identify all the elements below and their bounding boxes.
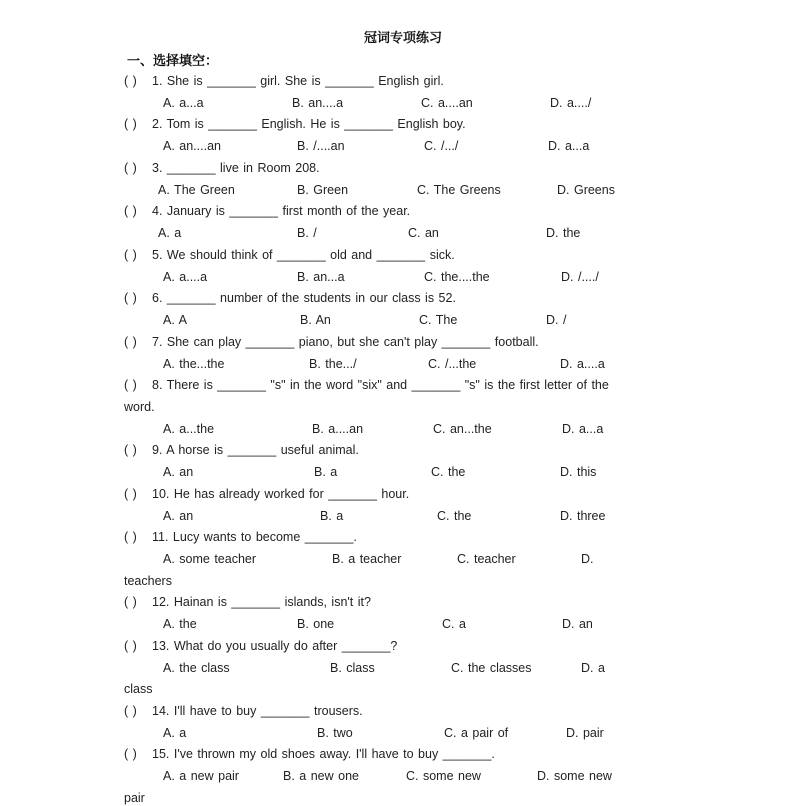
option-c: C. the classes xyxy=(451,661,532,675)
question-10 xyxy=(124,486,656,502)
option-a: A. A xyxy=(163,313,187,327)
option-b: B. /....an xyxy=(297,139,345,153)
page-title: 冠词专项练习 xyxy=(363,31,442,46)
option-c: C. an...the xyxy=(433,422,492,436)
option-b: B. a new one xyxy=(283,769,359,783)
answer-blank: ( ) xyxy=(124,335,137,349)
question-stem: 11. Lucy wants to become _______. xyxy=(152,530,357,544)
answer-blank: ( ) xyxy=(124,378,137,392)
option-a: A. a xyxy=(163,726,187,740)
option-d: D. a....a xyxy=(560,357,605,371)
question-7 xyxy=(124,334,656,350)
option-d: D. xyxy=(581,552,594,566)
option-d: D. /..../ xyxy=(561,270,599,284)
question-stem: 15. I've thrown my old shoes away. I'll have to buy _______. xyxy=(152,747,495,761)
question-2 xyxy=(124,116,656,132)
question-11 xyxy=(124,529,656,545)
question-4 xyxy=(124,203,656,219)
option-d: D. / xyxy=(546,313,567,327)
answer-blank: ( ) xyxy=(124,639,137,653)
answer-blank: ( ) xyxy=(124,248,137,262)
option-d: D. this xyxy=(560,465,597,479)
option-d: D. pair xyxy=(566,726,604,740)
option-c: C. /...the xyxy=(428,357,477,371)
option-d: D. a...a xyxy=(548,139,590,153)
question-1 xyxy=(124,73,656,89)
answer-blank: ( ) xyxy=(124,530,137,544)
option-a: A. a new pair xyxy=(163,769,239,783)
option-a: A. a xyxy=(158,226,182,240)
question-3 xyxy=(124,160,656,176)
question-stem: 6. _______ number of the students in our class is 52. xyxy=(152,291,456,305)
option-b: B. a xyxy=(314,465,338,479)
option-d: D. some new xyxy=(537,769,612,783)
question-stem: 12. Hainan is _______ islands, isn't it? xyxy=(152,595,371,609)
question-stem: 7. She can play _______ piano, but she can't play _______ football. xyxy=(152,335,539,349)
question-12 xyxy=(124,594,656,610)
option-b: B. a....an xyxy=(312,422,364,436)
option-b: B. an....a xyxy=(292,96,344,110)
option-b: B. an...a xyxy=(297,270,345,284)
option-b: B. the.../ xyxy=(309,357,357,371)
answer-blank: ( ) xyxy=(124,595,137,609)
question-stem: 4. January is _______ first month of the year. xyxy=(152,204,411,218)
question-15 xyxy=(124,746,656,762)
option-b: B. / xyxy=(297,226,317,240)
option-c: C. a....an xyxy=(421,96,473,110)
option-d: D. the xyxy=(546,226,581,240)
question-6 xyxy=(124,290,656,306)
option-a: A. the...the xyxy=(163,357,225,371)
option-a: A. an....an xyxy=(163,139,221,153)
answer-blank: ( ) xyxy=(124,204,137,218)
question-9 xyxy=(124,442,656,458)
option-c: C. the xyxy=(437,509,472,523)
question-stem: 8. There is _______ "s" in the word "six" and _______ "s" is the first letter of the xyxy=(152,378,609,392)
answer-blank: ( ) xyxy=(124,161,137,175)
option-a: A. an xyxy=(163,509,194,523)
question-13 xyxy=(124,638,656,654)
question-stem: 3. _______ live in Room 208. xyxy=(152,161,320,175)
answer-blank: ( ) xyxy=(124,704,137,718)
option-c: C. The Greens xyxy=(417,183,501,197)
answer-blank: ( ) xyxy=(124,487,137,501)
option-d: D. an xyxy=(562,617,593,631)
question-stem: 9. A horse is _______ useful animal. xyxy=(152,443,359,457)
answer-blank: ( ) xyxy=(124,291,137,305)
answer-blank: ( ) xyxy=(124,443,137,457)
option-d: D. a xyxy=(581,661,605,675)
option-continuation: teachers xyxy=(124,574,172,588)
question-stem-continuation: word. xyxy=(124,400,155,414)
question-8 xyxy=(124,377,648,393)
option-a: A. a...a xyxy=(163,96,204,110)
option-a: A. The Green xyxy=(158,183,235,197)
option-a: A. some teacher xyxy=(163,552,257,566)
question-5 xyxy=(124,247,656,263)
option-a: A. the class xyxy=(163,661,230,675)
answer-blank: ( ) xyxy=(124,74,137,88)
option-c: C. teacher xyxy=(457,552,516,566)
option-c: C. the....the xyxy=(424,270,490,284)
option-b: B. a xyxy=(320,509,344,523)
option-d: D. three xyxy=(560,509,606,523)
option-c: C. The xyxy=(419,313,458,327)
question-stem: 10. He has already worked for _______ hour. xyxy=(152,487,410,501)
question-stem: 5. We should think of _______ old and _______ sick. xyxy=(152,248,455,262)
option-c: C. the xyxy=(431,465,466,479)
option-d: D. a...a xyxy=(562,422,604,436)
option-b: B. An xyxy=(300,313,331,327)
option-a: A. the xyxy=(163,617,197,631)
question-stem: 1. She is _______ girl. She is _______ English girl. xyxy=(152,74,444,88)
question-stem: 14. I'll have to buy _______ trousers. xyxy=(152,704,363,718)
option-c: C. a pair of xyxy=(444,726,509,740)
option-d: D. a..../ xyxy=(550,96,592,110)
option-a: A. a....a xyxy=(163,270,208,284)
option-c: C. some new xyxy=(406,769,481,783)
option-c: C. an xyxy=(408,226,439,240)
option-b: B. a teacher xyxy=(332,552,402,566)
option-b: B. one xyxy=(297,617,335,631)
option-c: C. /.../ xyxy=(424,139,459,153)
option-continuation: class xyxy=(124,682,153,696)
question-14 xyxy=(124,703,656,719)
answer-blank: ( ) xyxy=(124,117,137,131)
option-b: B. two xyxy=(317,726,353,740)
question-stem: 2. Tom is _______ English. He is _______ English boy. xyxy=(152,117,466,131)
option-continuation: pair xyxy=(124,791,145,805)
option-b: B. Green xyxy=(297,183,349,197)
section-heading: 一、选择填空： xyxy=(127,54,219,69)
option-a: A. an xyxy=(163,465,194,479)
question-stem: 13. What do you usually do after _______? xyxy=(152,639,398,653)
option-a: A. a...the xyxy=(163,422,215,436)
option-b: B. class xyxy=(330,661,375,675)
answer-blank: ( ) xyxy=(124,747,137,761)
option-d: D. Greens xyxy=(557,183,615,197)
option-c: C. a xyxy=(442,617,466,631)
